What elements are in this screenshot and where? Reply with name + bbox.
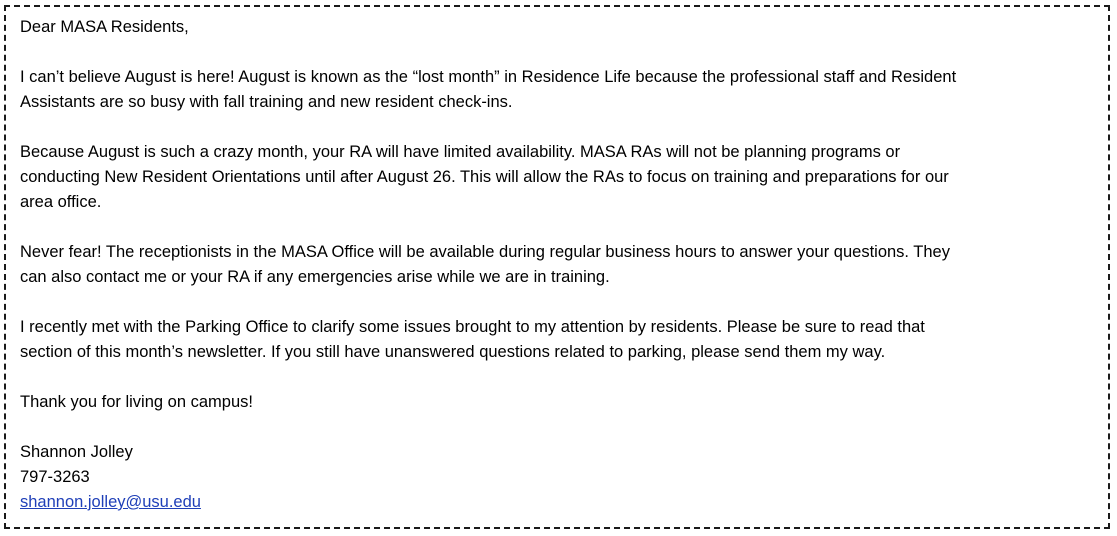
- paragraph-receptionists: [20, 240, 1108, 290]
- closing-line: Thank you for living on campus!: [20, 393, 253, 411]
- paragraph-ra-availability: [20, 140, 1108, 215]
- greeting: Dear MASA Residents,: [20, 18, 189, 36]
- paragraph-line: can also contact me or your RA if any emergencies arise while we are in training.: [20, 268, 610, 286]
- signature-name: Shannon Jolley: [20, 443, 133, 461]
- email-link[interactable]: shannon.jolley@usu.edu: [20, 493, 201, 511]
- paragraph-line: Assistants are so busy with fall training and new resident check-ins.: [20, 93, 513, 111]
- paragraph-line: section of this month’s newsletter. If you still have unanswered questions related to parking, please send them my way.: [20, 343, 886, 361]
- paragraph-parking: [20, 315, 1108, 365]
- paragraph-august-intro: [20, 65, 1108, 115]
- greeting-paragraph: [20, 15, 1108, 40]
- paragraph-line: area office.: [20, 193, 102, 211]
- closing-paragraph: [20, 390, 1108, 415]
- signature-email-line: [20, 490, 1108, 515]
- letter-box: [4, 5, 1110, 529]
- paragraph-line: I recently met with the Parking Office to clarify some issues brought to my attention by residents. Please be sure to read that: [20, 318, 925, 336]
- signature-phone: 797-3263: [20, 468, 90, 486]
- paragraph-line: Because August is such a crazy month, your RA will have limited availability. MASA RAs will not be planning programs or: [20, 143, 901, 161]
- paragraph-line: Never fear! The receptionists in the MASA Office will be available during regular business hours to answer your questions. They: [20, 243, 950, 261]
- signature-block: [20, 440, 1108, 515]
- paragraph-line: conducting New Resident Orientations until after August 26. This will allow the RAs to focus on training and preparations for our: [20, 168, 949, 186]
- paragraph-line: I can’t believe August is here! August is known as the “lost month” in Residence Life because the professional staff and Resident: [20, 68, 957, 86]
